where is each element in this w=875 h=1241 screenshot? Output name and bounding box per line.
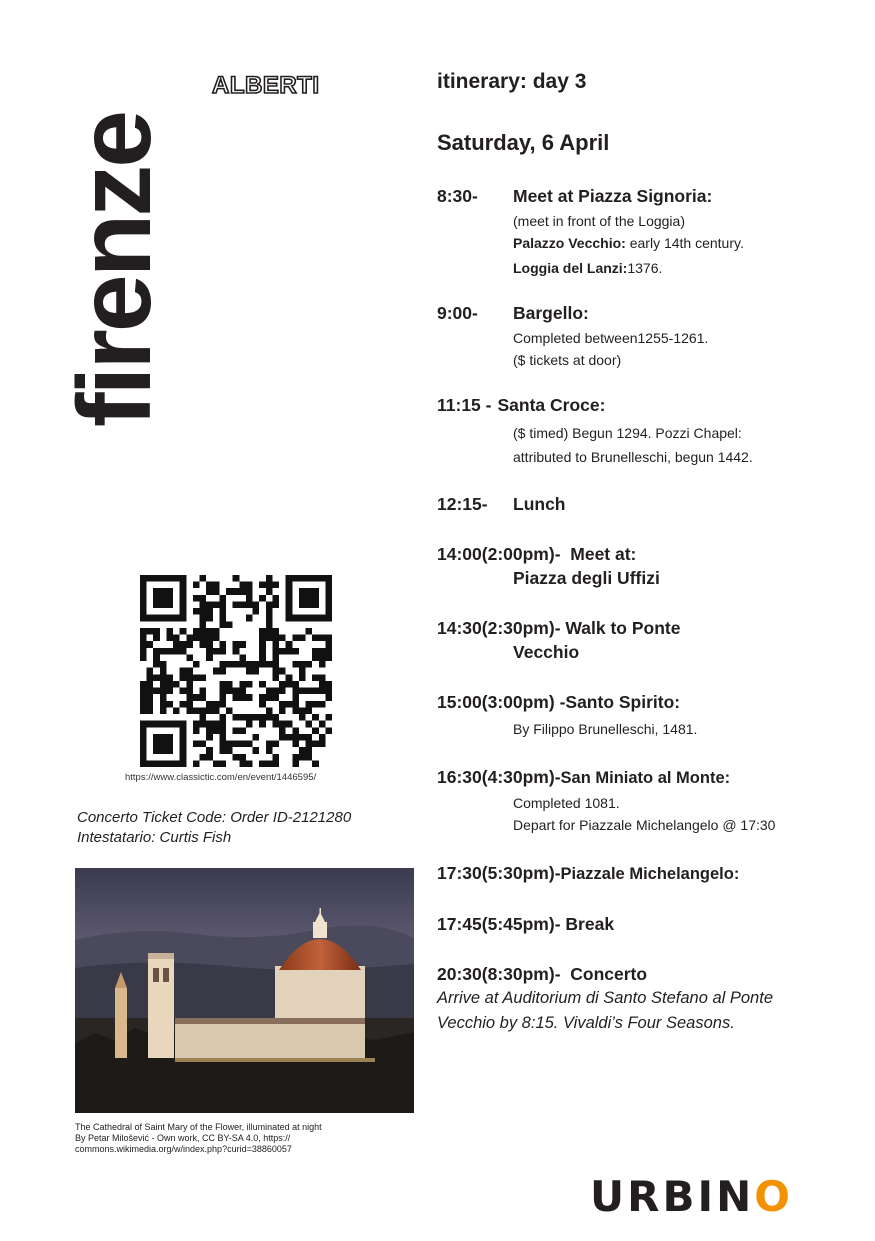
entry-details: [437, 421, 793, 469]
entry-piazzale: [437, 861, 857, 886]
logo-text: URBIN: [590, 1172, 755, 1221]
detail-line: (meet in front of the Loggia): [513, 213, 685, 229]
entry-title: Break: [565, 914, 615, 934]
entry-title: Concerto: [570, 964, 648, 984]
itinerary-title: itinerary: day 3: [437, 70, 587, 93]
entry-break: [437, 912, 857, 936]
entry-bargello: [437, 301, 857, 370]
entry-details: [437, 212, 857, 278]
ticket-code: Concerto Ticket Code: Order ID-2121280: [77, 809, 352, 826]
entry-san-miniato: [437, 765, 857, 835]
logo-o: O: [754, 1172, 793, 1221]
entry-title-cont: Vecchio: [513, 642, 580, 662]
entry-title: Lunch: [513, 494, 566, 514]
entry-signoria: [437, 184, 857, 278]
detail-line: By Filippo Brunelleschi, 1481.: [513, 721, 698, 737]
entry-time: 17:45(5:45pm)-: [437, 914, 561, 934]
entry-title: -Santo Spirito:: [559, 692, 681, 712]
entry-title: San Miniato al Monte:: [560, 769, 731, 787]
entry-title: Meet at:: [570, 544, 637, 564]
entry-title: Piazzale Michelangelo:: [560, 865, 740, 883]
qr-code-image: [140, 575, 332, 767]
entry-time: 14:00(2:00pm)-: [437, 544, 561, 564]
detail-line: Depart for Piazzale Michelangelo @ 17:30: [513, 817, 776, 833]
cathedral-illustration: [75, 868, 414, 1113]
itinerary-entries: [437, 184, 857, 1036]
caption-line-3: commons.wikimedia.org/w/index.php?curid=38860057: [75, 1144, 292, 1154]
entry-concerto: [437, 962, 857, 1036]
detail-line: ($ timed) Begun 1294. Pozzi Chapel: attributed to Brunelleschi, begun 1442.: [513, 425, 753, 465]
detail-line: Loggia del Lanzi:1376.: [513, 260, 663, 276]
qr-code[interactable]: [140, 575, 332, 767]
urbino-logo: [590, 1172, 793, 1221]
cathedral-photo: [75, 868, 414, 1113]
entry-time: 17:30(5:30pm)-: [437, 863, 561, 883]
entry-title-cont: Piazza degli Uffizi: [513, 568, 660, 588]
ticket-info: [77, 808, 351, 848]
entry-time: 12:15-: [437, 494, 488, 514]
entry-title: Walk to Ponte: [565, 618, 681, 638]
caption-line-2: By Petar Milošević - Own work, CC BY-SA 4.0, https://: [75, 1133, 291, 1143]
caption-line-1: The Cathedral of Saint Mary of the Flower, illuminated at night: [75, 1122, 322, 1132]
itinerary: [437, 70, 857, 1059]
entry-ponte-vecchio: [437, 616, 857, 664]
entry-time: 15:00(3:00pm): [437, 692, 555, 712]
entry-santo-spirito: [437, 690, 857, 739]
photo-caption: [75, 1122, 415, 1155]
entry-time: 16:30(4:30pm)-: [437, 767, 561, 787]
ticket-holder: Intestatario: Curtis Fish: [77, 829, 232, 846]
qr-url[interactable]: https://www.classictic.com/en/event/1446595/: [125, 772, 317, 783]
entry-uffizi: [437, 542, 857, 590]
entry-santa-croce: [437, 393, 857, 469]
entry-time: 9:00-: [437, 303, 478, 323]
entry-time: 14:30(2:30pm)-: [437, 618, 561, 638]
entry-lunch: [437, 492, 857, 516]
detail-line: Completed between1255-1261.: [513, 330, 709, 346]
entry-time: 20:30(8:30pm)-: [437, 964, 561, 984]
city-title: firenze: [57, 112, 173, 428]
brand-outline-title: ALBERTI: [212, 72, 320, 99]
entry-time: 8:30-: [437, 186, 478, 206]
itinerary-date: Saturday, 6 April: [437, 130, 610, 155]
entry-note: Arrive at Auditorium di Santo Stefano al Ponte Vecchio by 8:15. Vivaldi’s Four Seasons.: [437, 989, 773, 1032]
entry-details: [437, 794, 803, 835]
entry-title: Meet at Piazza Signoria:: [513, 186, 713, 206]
detail-line: ($ tickets at door): [513, 352, 622, 368]
entry-title: Santa Croce:: [497, 395, 606, 415]
entry-time: 11:15 -: [437, 395, 492, 415]
entry-title: Bargello:: [513, 303, 589, 323]
city-title-wrapper: [57, 70, 173, 470]
detail-line: Completed 1081.: [513, 795, 620, 811]
detail-line: Palazzo Vecchio: early 14th century.: [513, 235, 744, 251]
entry-details: [437, 720, 857, 739]
entry-details: [437, 329, 857, 370]
